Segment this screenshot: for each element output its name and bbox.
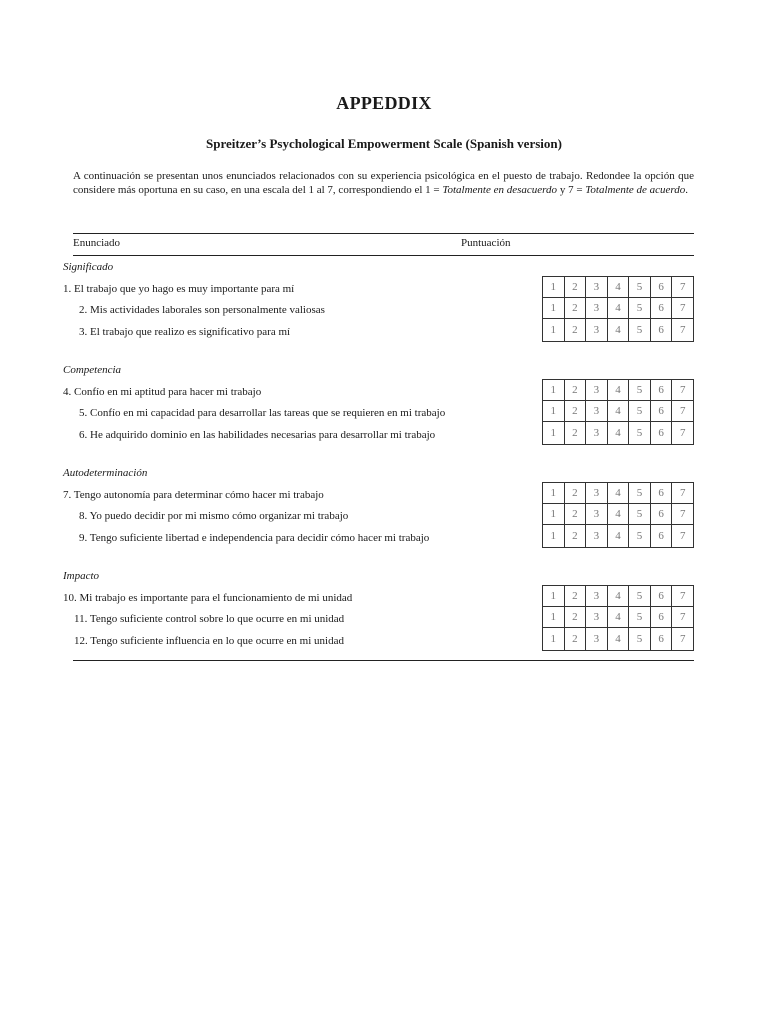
- rating-option[interactable]: 2: [564, 380, 586, 401]
- survey-item-text: 3. El trabajo que realizo es significativo para mí: [79, 326, 291, 338]
- rating-option[interactable]: 7: [672, 319, 694, 342]
- instructions-paragraph: [73, 169, 694, 197]
- rating-option[interactable]: 5: [629, 628, 651, 651]
- rating-row: [543, 628, 694, 651]
- rating-option[interactable]: 3: [586, 586, 608, 607]
- rating-option[interactable]: 3: [586, 525, 608, 548]
- rating-option[interactable]: 2: [564, 298, 586, 319]
- instructions-scale-max: Totalmente de acuerdo: [585, 184, 686, 196]
- rating-option[interactable]: 3: [586, 422, 608, 445]
- table-top-rule: [73, 233, 694, 234]
- rating-grid: [542, 379, 694, 445]
- rating-option[interactable]: 7: [672, 483, 694, 504]
- rating-option[interactable]: 6: [650, 277, 672, 298]
- rating-option[interactable]: 6: [650, 298, 672, 319]
- rating-option[interactable]: 6: [650, 504, 672, 525]
- rating-option[interactable]: 1: [543, 504, 565, 525]
- rating-grid: [542, 276, 694, 342]
- rating-row: [543, 525, 694, 548]
- survey-item-text: 6. He adquirido dominio en las habilidades necesarias para desarrollar mi trabajo: [79, 429, 436, 441]
- rating-option[interactable]: 3: [586, 628, 608, 651]
- rating-option[interactable]: 4: [607, 380, 629, 401]
- rating-option[interactable]: 2: [564, 628, 586, 651]
- rating-option[interactable]: 2: [564, 483, 586, 504]
- rating-option[interactable]: 5: [629, 319, 651, 342]
- rating-option[interactable]: 4: [607, 607, 629, 628]
- rating-option[interactable]: 1: [543, 298, 565, 319]
- rating-option[interactable]: 6: [650, 628, 672, 651]
- page-title: APPEDDIX: [336, 93, 432, 113]
- rating-option[interactable]: 1: [543, 277, 565, 298]
- rating-option[interactable]: 3: [586, 607, 608, 628]
- document-subtitle: Spreitzer’s Psychological Empowerment Scale (Spanish version): [206, 136, 562, 151]
- rating-option[interactable]: 1: [543, 607, 565, 628]
- rating-option[interactable]: 5: [629, 298, 651, 319]
- rating-option[interactable]: 6: [650, 401, 672, 422]
- rating-option[interactable]: 5: [629, 586, 651, 607]
- rating-option[interactable]: 3: [586, 483, 608, 504]
- rating-row: [543, 504, 694, 525]
- rating-option[interactable]: 2: [564, 319, 586, 342]
- section-label: Impacto: [63, 570, 100, 582]
- rating-option[interactable]: 4: [607, 628, 629, 651]
- rating-option[interactable]: 4: [607, 586, 629, 607]
- rating-option[interactable]: 7: [672, 504, 694, 525]
- rating-option[interactable]: 1: [543, 586, 565, 607]
- rating-option[interactable]: 7: [672, 422, 694, 445]
- rating-option[interactable]: 2: [564, 525, 586, 548]
- rating-option[interactable]: 3: [586, 277, 608, 298]
- rating-option[interactable]: 5: [629, 525, 651, 548]
- section-label: Significado: [63, 261, 114, 273]
- rating-grid: [542, 482, 694, 548]
- survey-item-text: 4. Confío en mi aptitud para hacer mi trabajo: [63, 386, 262, 398]
- rating-option[interactable]: 2: [564, 607, 586, 628]
- survey-item-text: 7. Tengo autonomía para determinar cómo hacer mi trabajo: [63, 489, 324, 501]
- rating-option[interactable]: 1: [543, 628, 565, 651]
- rating-option[interactable]: 5: [629, 422, 651, 445]
- rating-option[interactable]: 1: [543, 525, 565, 548]
- rating-row: [543, 298, 694, 319]
- rating-option[interactable]: 5: [629, 277, 651, 298]
- rating-row: [543, 586, 694, 607]
- rating-option[interactable]: 4: [607, 504, 629, 525]
- instructions-scale-min: Totalmente en desacuerdo: [442, 184, 558, 196]
- section-label: Competencia: [63, 364, 122, 376]
- rating-option[interactable]: 2: [564, 504, 586, 525]
- rating-option[interactable]: 5: [629, 504, 651, 525]
- table-header-rule: [73, 255, 694, 256]
- rating-option[interactable]: 3: [586, 380, 608, 401]
- rating-option[interactable]: 2: [564, 401, 586, 422]
- rating-option[interactable]: 5: [629, 380, 651, 401]
- rating-option[interactable]: 1: [543, 422, 565, 445]
- rating-option[interactable]: 6: [650, 525, 672, 548]
- rating-option[interactable]: 7: [672, 525, 694, 548]
- rating-option[interactable]: 3: [586, 298, 608, 319]
- rating-option[interactable]: 6: [650, 319, 672, 342]
- rating-row: [543, 380, 694, 401]
- rating-row: [543, 422, 694, 445]
- rating-option[interactable]: 4: [607, 483, 629, 504]
- rating-row: [543, 607, 694, 628]
- column-header-score: Puntuación: [461, 237, 511, 249]
- table-bottom-rule: [73, 660, 694, 661]
- rating-option[interactable]: 7: [672, 298, 694, 319]
- rating-option[interactable]: 7: [672, 380, 694, 401]
- instructions-text-1: A continuación se presentan unos enunciados relacionados con su experiencia psicológica en el puesto de trabajo. Redondee la opción que considere más oportuna en su caso, en una escala del 1 al 7, correspondiendo el 1 =: [73, 170, 694, 196]
- rating-option[interactable]: 4: [607, 525, 629, 548]
- rating-option[interactable]: 1: [543, 401, 565, 422]
- rating-row: [543, 401, 694, 422]
- rating-option[interactable]: 7: [672, 586, 694, 607]
- rating-option[interactable]: 4: [607, 277, 629, 298]
- rating-option[interactable]: 2: [564, 422, 586, 445]
- survey-item-text: 2. Mis actividades laborales son personalmente valiosas: [79, 304, 325, 316]
- rating-option[interactable]: 6: [650, 586, 672, 607]
- column-header-statement: Enunciado: [73, 237, 121, 249]
- survey-item-text: 1. El trabajo que yo hago es muy importante para mí: [63, 283, 295, 295]
- instructions-text-end: .: [685, 184, 689, 196]
- rating-option[interactable]: 7: [672, 277, 694, 298]
- rating-option[interactable]: 6: [650, 380, 672, 401]
- survey-item-text: 8. Yo puedo decidir por mi mismo cómo organizar mi trabajo: [79, 510, 349, 522]
- section-label: Autodeterminación: [63, 467, 148, 479]
- rating-option[interactable]: 3: [586, 504, 608, 525]
- rating-option[interactable]: 7: [672, 607, 694, 628]
- rating-row: [543, 277, 694, 298]
- rating-option[interactable]: 5: [629, 401, 651, 422]
- survey-item-text: 12. Tengo suficiente influencia en lo que ocurre en mi unidad: [74, 635, 344, 647]
- rating-option[interactable]: 5: [629, 483, 651, 504]
- rating-option[interactable]: 1: [543, 319, 565, 342]
- rating-option[interactable]: 5: [629, 607, 651, 628]
- rating-option[interactable]: 4: [607, 319, 629, 342]
- rating-row: [543, 483, 694, 504]
- rating-option[interactable]: 7: [672, 628, 694, 651]
- survey-item-text: 10. Mi trabajo es importante para el funcionamiento de mi unidad: [63, 592, 353, 604]
- rating-row: [543, 319, 694, 342]
- rating-option[interactable]: 1: [543, 380, 565, 401]
- rating-option[interactable]: 3: [586, 401, 608, 422]
- rating-option[interactable]: 1: [543, 483, 565, 504]
- survey-item-text: 5. Confío en mi capacidad para desarrollar las tareas que se requieren en mi trabajo: [79, 407, 446, 419]
- survey-item-text: 9. Tengo suficiente libertad e independencia para decidir cómo hacer mi trabajo: [79, 532, 430, 544]
- rating-option[interactable]: 6: [650, 422, 672, 445]
- rating-option[interactable]: 2: [564, 586, 586, 607]
- rating-option[interactable]: 4: [607, 401, 629, 422]
- survey-item-text: 11. Tengo suficiente control sobre lo que ocurre en mi unidad: [74, 613, 345, 625]
- rating-option[interactable]: 7: [672, 401, 694, 422]
- instructions-text-2: y 7 =: [557, 184, 586, 196]
- rating-option[interactable]: 6: [650, 607, 672, 628]
- rating-option[interactable]: 3: [586, 319, 608, 342]
- rating-grid: [542, 585, 694, 651]
- rating-option[interactable]: 4: [607, 422, 629, 445]
- rating-option[interactable]: 6: [650, 483, 672, 504]
- rating-option[interactable]: 4: [607, 298, 629, 319]
- rating-option[interactable]: 2: [564, 277, 586, 298]
